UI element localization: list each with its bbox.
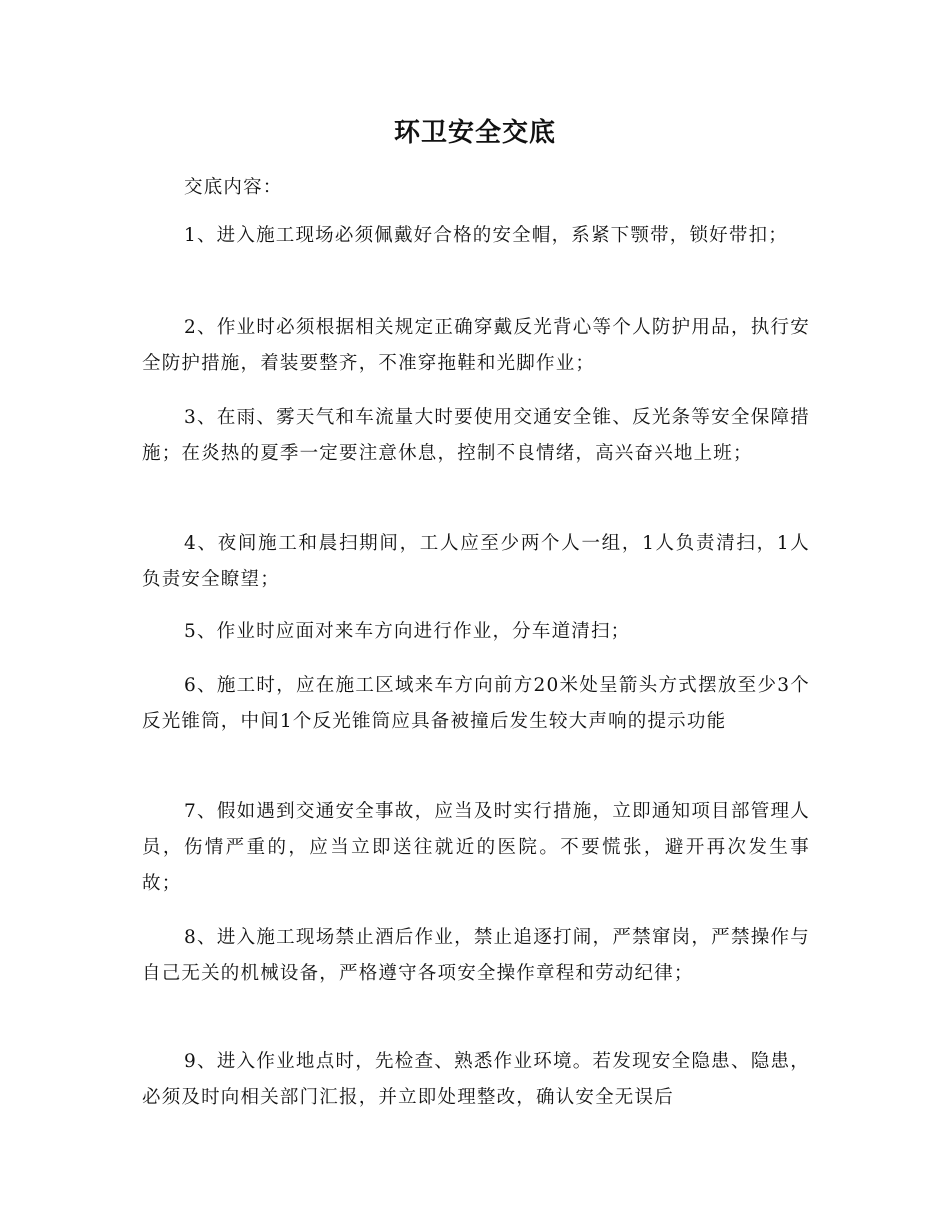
item-paragraph-9: 9、进入作业地点时，先检查、熟悉作业环境。若发现安全隐患、隐患，必须及时向相关部门汇报，并立即处理整改，确认安全无误后	[142, 1051, 810, 1108]
document-title: 环卫安全交底	[393, 118, 556, 148]
item-paragraph-5: 5、作业时应面对来车方向进行作业，分车道清扫；	[184, 621, 631, 642]
item-paragraph-7: 7、假如遇到交通安全事故，应当及时实行措施，立即通知项目部管理人员，伤情严重的，应当立即送往就近的医院。不要慌张，避开再次发生事故；	[142, 801, 810, 894]
item-paragraph-4: 4、夜间施工和晨扫期间，工人应至少两个人一组，1人负责清扫，1人负责安全瞭望；	[142, 533, 810, 590]
item-paragraph-3: 3、在雨、雾天气和车流量大时要使用交通安全锥、反光条等安全保障措施；在炎热的夏季一定要注意休息，控制不良情绪，高兴奋兴地上班；	[142, 407, 810, 464]
item-paragraph-6: 6、施工时，应在施工区域来车方向前方20米处呈箭头方式摆放至少3个反光锥筒，中间1个反光锥筒应具备被撞后发生较大声响的提示功能	[142, 675, 810, 732]
item-paragraph-2: 2、作业时必须根据相关规定正确穿戴反光背心等个人防护用品，执行安全防护措施，着装要整齐，不准穿拖鞋和光脚作业；	[142, 317, 810, 374]
intro-paragraph: 交底内容：	[184, 177, 283, 198]
item-paragraph-8: 8、进入施工现场禁止酒后作业，禁止追逐打闹，严禁窜岗，严禁操作与自己无关的机械设备，严格遵守各项安全操作章程和劳动纪律；	[142, 927, 810, 984]
item-paragraph-1: 1、进入施工现场必须佩戴好合格的安全帽，系紧下颚带，锁好带扣；	[184, 225, 788, 246]
